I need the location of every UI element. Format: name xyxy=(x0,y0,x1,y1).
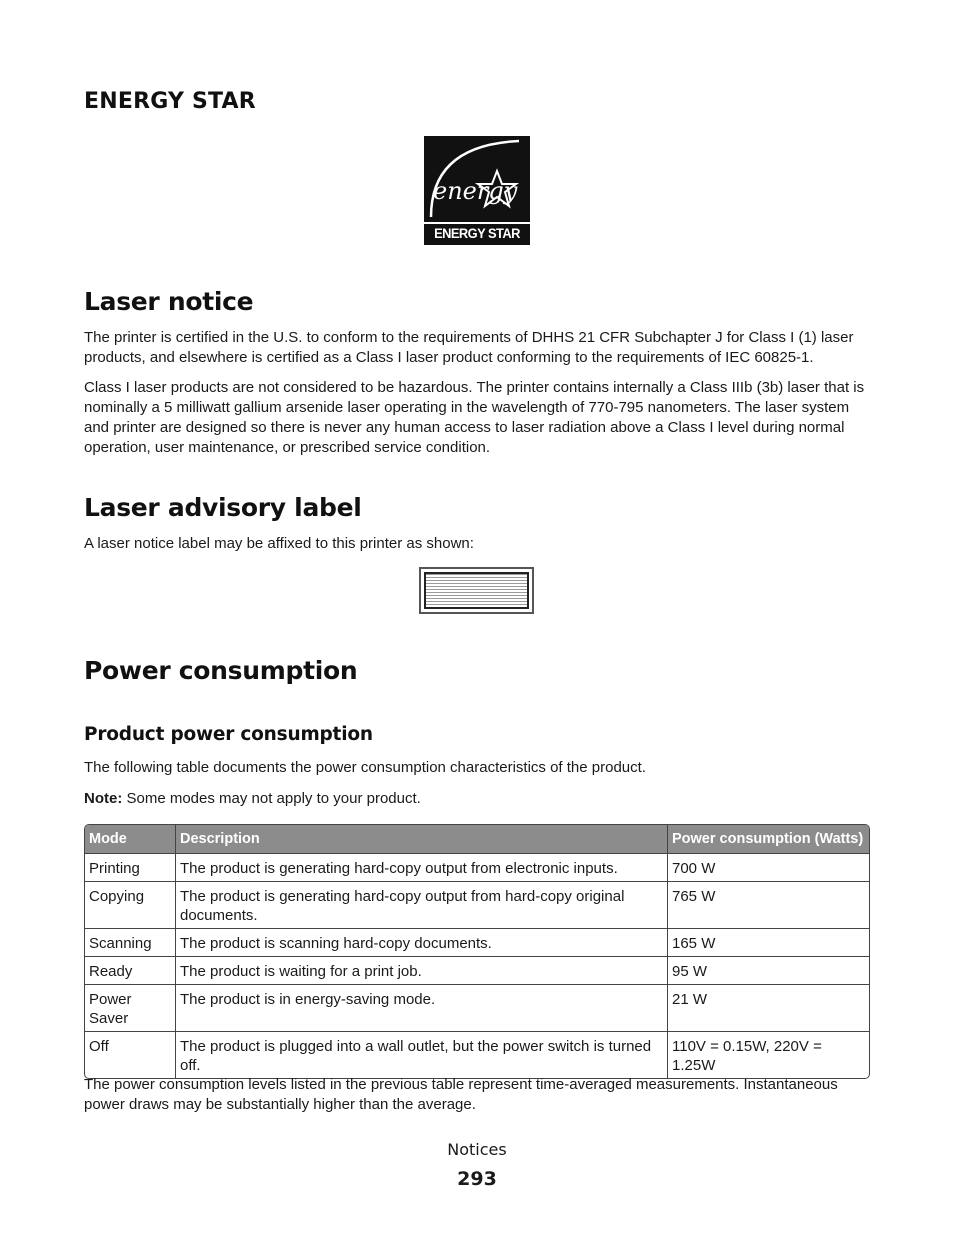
energy-script-text: energy xyxy=(433,177,518,205)
cell-mode: Copying xyxy=(85,882,176,929)
energy-star-bar-text: ENERGY STAR xyxy=(434,225,520,241)
cell-mode: Ready xyxy=(85,957,176,985)
cell-mode: Printing xyxy=(85,854,176,882)
cell-description: The product is generating hard-copy output from hard-copy original documents. xyxy=(176,882,668,929)
power-consumption-table xyxy=(84,824,870,1079)
energy-star-heading: ENERGY STAR xyxy=(84,89,256,114)
cell-power: 95 W xyxy=(668,957,869,985)
laser-advisory-label-image xyxy=(419,567,534,614)
table-row xyxy=(85,985,869,1032)
cell-power: 110V = 0.15W, 220V = 1.25W xyxy=(672,1038,822,1074)
power-note xyxy=(84,789,874,809)
cell-mode: Scanning xyxy=(85,929,176,957)
energy-star-bar xyxy=(424,222,530,245)
cell-mode: Off xyxy=(85,1032,176,1078)
energy-star-emblem xyxy=(427,139,527,219)
cell-description: The product is waiting for a print job. xyxy=(176,957,668,985)
power-consumption-table-wrapper xyxy=(84,824,870,1079)
table-row xyxy=(85,929,869,957)
cell-mode: Power Saver xyxy=(85,985,176,1032)
note-label: Note: xyxy=(84,790,123,807)
laser-notice-heading: Laser notice xyxy=(84,287,254,316)
table-row xyxy=(85,882,869,929)
table-row xyxy=(85,854,869,882)
cell-description: The product is in energy-saving mode. xyxy=(176,985,668,1032)
power-intro-paragraph: The following table documents the power consumption characteristics of the product. xyxy=(84,759,646,776)
page-number: 293 xyxy=(457,1168,497,1190)
cell-power: 21 W xyxy=(668,985,869,1032)
header-mode: Mode xyxy=(85,825,176,854)
power-consumption-heading: Power consumption xyxy=(84,656,358,685)
cell-power: 765 W xyxy=(668,882,869,929)
cell-description: The product is scanning hard-copy documents. xyxy=(176,929,668,957)
laser-notice-paragraph-1: The printer is certified in the U.S. to conform to the requirements of DHHS 21 CFR Subchapter J for Class I (1) laser products, and elsewhere is certified as a Class I laser product conforming to the requirements of IEC 60825-1. xyxy=(84,329,854,366)
footer-section-label: Notices xyxy=(447,1140,507,1159)
laser-label-text-block xyxy=(424,572,529,609)
cell-power: 165 W xyxy=(668,929,869,957)
table-row xyxy=(85,957,869,985)
table-row xyxy=(85,1032,869,1078)
cell-power: 700 W xyxy=(668,854,869,882)
header-description: Description xyxy=(176,825,668,854)
table-header-row xyxy=(85,825,869,854)
energy-star-logo xyxy=(424,136,530,245)
product-power-consumption-subheading: Product power consumption xyxy=(84,724,373,745)
laser-notice-paragraph-2: Class I laser products are not considered to be hazardous. The printer contains internally a Class IIIb (3b) laser that is nominally a 5 milliwatt gallium arsenide laser operating in the wavelength of 770-795 nanometers. The laser system and printer are designed so there is never any human access to laser radiation above a Class I level during normal operation, user maintenance, or prescribed service condition. xyxy=(84,379,865,456)
header-power-consumption: Power consumption (Watts) xyxy=(668,825,869,854)
laser-advisory-paragraph: A laser notice label may be affixed to this printer as shown: xyxy=(84,535,474,552)
note-text: Some modes may not apply to your product. xyxy=(122,790,421,807)
cell-description: The product is plugged into a wall outlet, but the power switch is turned off. xyxy=(176,1032,668,1078)
laser-advisory-heading: Laser advisory label xyxy=(84,493,362,522)
power-footnote-paragraph: The power consumption levels listed in the previous table represent time-averaged measurements. Instantaneous power draws may be substantially higher than the average. xyxy=(84,1076,838,1113)
cell-description: The product is generating hard-copy output from electronic inputs. xyxy=(176,854,668,882)
